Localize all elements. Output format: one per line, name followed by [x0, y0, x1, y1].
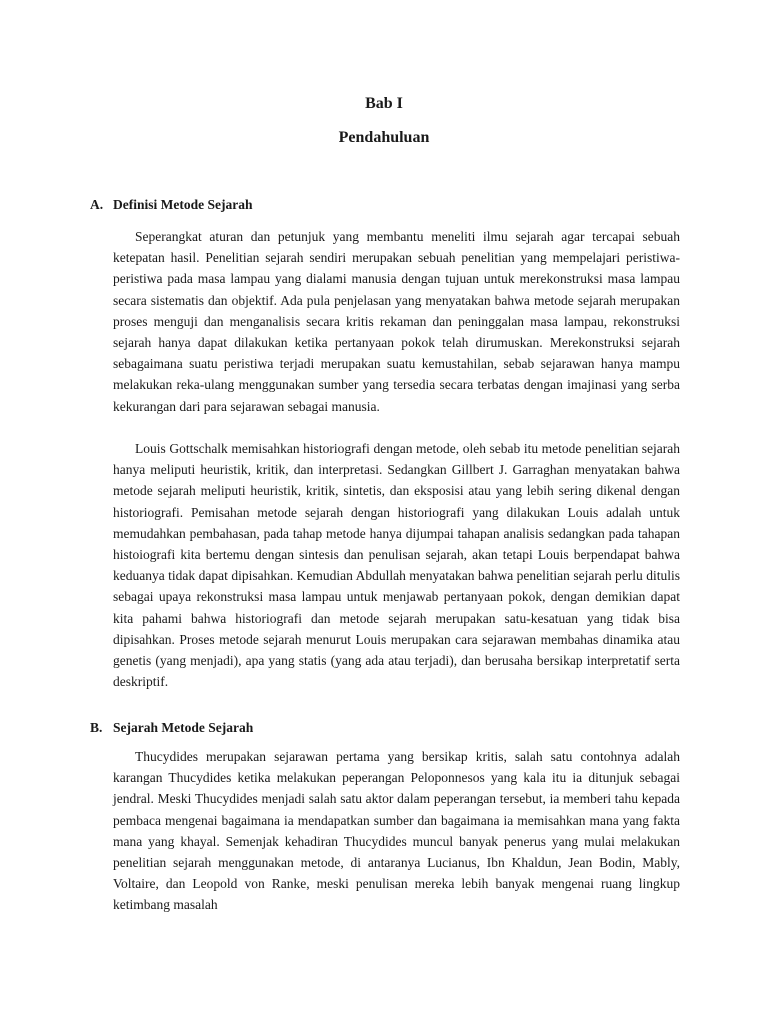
paragraph: Thucydides merupakan sejarawan pertama yang bersikap kritis, salah satu contohnya adalah karangan Thucydides ketika melakukan peperangan Peloponnesos yang kala itu ia ditunjuk sebagai jendral. Meski Thucydides menjadi salah satu aktor dalam peperangan tersebut, ia memberi tahu kepada pembaca mengenai bagaimana ia mendapatkan sumber dan bagaimana ia memisahkan mana yang fakta mana yang khayal. Semenjak kehadiran Thucydides muncul banyak penerus yang mulai melakukan penelitian sejarah menggunakan metode, di antaranya Lucianus, Ibn Khaldun, Jean Bodin, Mably, Voltaire, dan Leopold von Ranke, meski penulisan mereka lebih banyak mengenai ruang lingkup ketimbang masalah [113, 749, 680, 913]
paragraph: Seperangkat aturan dan petunjuk yang membantu meneliti ilmu sejarah agar tercapai sebuah ketepatan hasil. Penelitian sejarah sendiri merupakan sebuah penelitian yang mempelajari peristiwa-peristiwa pada masa lampau yang dialami manusia dengan tujuan untuk merekonstruksi masa lampau secara sistematis dan objektif. Ada pula penjelasan yang menyatakan bahwa metode sejarah merupakan proses menguji dan menganalisis secara kritis rekaman dan peninggalan masa lampau, rekonstruksi sejarah hanya dapat dilakukan ketika pertanyaan pokok telah dirumuskan. Merekonstruksi sejarah sebagaimana suatu peristiwa terjadi merupakan suatu kemustahilan, sebab sejarawan hanya mampu melakukan reka-ulang menggunakan sumber yang tersedia secara terbatas dengan imajinasi yang serba kekurangan dari para sejarawan sebagai manusia. [113, 229, 680, 414]
section-heading-b [90, 719, 680, 737]
section-title: Sejarah Metode Sejarah [113, 720, 254, 735]
section-letter: A. [90, 197, 104, 212]
chapter-number: Bab I [365, 95, 403, 112]
section-heading-a [90, 196, 680, 214]
paragraph: Louis Gottschalk memisahkan historiografi dengan metode, oleh sebab itu metode penelitian sejarah hanya meliputi heuristik, kritik, dan interpretasi. Sedangkan Gillbert J. Garraghan menyatakan bahwa metode sejarah meliputi heuristik, kritik, sintetis, dan eksposisi atau yang lebih sering dikenal dengan historiografi. Pemisahan metode sejarah dengan historiografi yang dilakukan Louis adalah untuk memudahkan pembahasan, pada tahap metode hanya dijumpai tahapan analisis sedangkan pada tahapan histoiografi kita bertemu dengan sintesis dan penulisan sejarah, akan tetapi Louis berpendapat bahwa keduanya tidak dapat dipisahkan. Kemudian Abdullah menyatakan bahwa penelitian sejarah perlu ditulis sebagai upaya rekonstruksi masa lampau untuk menjawab pertanyaan pokok, dengan demikian dapat kita pahami bahwa historiografi dan metode sejarah merupakan satu-kesatuan yang tidak bisa dipisahkan. Proses metode sejarah menurut Louis merupakan cara sejarawan membahas dinamika atau genetis (yang menjadi), apa yang statis (yang ada atau terjadi), dan berusaha bersikap interpretatif serta deskriptif. [113, 441, 680, 690]
section-letter: B. [90, 720, 103, 735]
chapter-title: Pendahuluan [338, 129, 430, 146]
section-title: Definisi Metode Sejarah [113, 197, 253, 212]
